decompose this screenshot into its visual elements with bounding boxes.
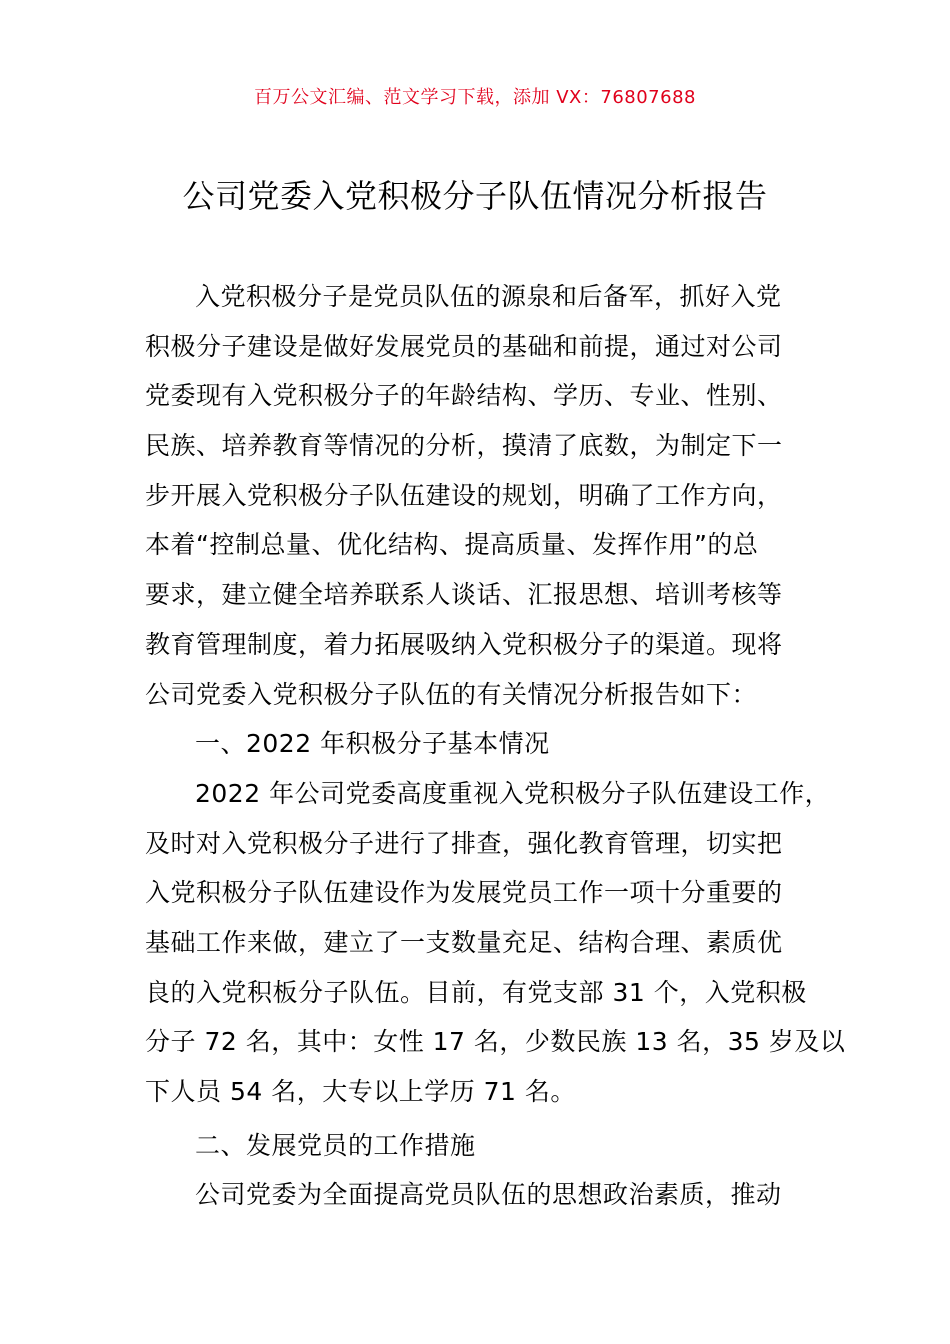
paragraph-line: 要求，建立健全培养联系人谈话、汇报思想、培训考核等 [145, 580, 783, 610]
paragraph-line: 积极分子建设是做好发展党员的基础和前提，通过对公司 [145, 331, 783, 361]
paragraph-line: 本着“控制总量、优化结构、提高质量、发挥作用”的总 [145, 530, 759, 560]
paragraph-line: 基础工作来做，建立了一支数量充足、结构合理、素质优 [145, 927, 783, 957]
paragraph-line: 步开展入党积极分子队伍建设的规划，明确了工作方向， [145, 480, 783, 510]
paragraph-line: 入党积极分子是党员队伍的源泉和后备军，抓好入党 [195, 282, 782, 311]
paragraph-line: 入党积极分子队伍建设作为发展党员工作一项十分重要的 [145, 878, 783, 908]
paragraph-line: 教育管理制度，着力拓展吸纳入党积极分子的渠道。现将 [145, 629, 783, 659]
paragraph-line: 良的入党积板分子队伍。目前，有党支部 31 个，入党积极 [145, 977, 807, 1007]
document-body [145, 272, 845, 1220]
paragraph-line: 公司党委为全面提高党员队伍的思想政治素质，推动 [195, 1180, 782, 1210]
download-notice: 百万公文汇编、范文学习下载，添加 VX：76807688 [254, 87, 696, 108]
paragraph-line: 下人员 54 名，大专以上学历 71 名。 [145, 1077, 576, 1106]
paragraph-line: 民族、培养教育等情况的分析，摸清了底数，为制定下一 [145, 431, 783, 461]
document-title: 公司党委入党积极分子队伍情况分析报告 [182, 177, 768, 215]
section-heading: 一、2022 年积极分子基本情况 [195, 729, 550, 759]
paragraph-line: 分子 72 名，其中：女性 17 名，少数民族 13 名，35 岁及以 [145, 1027, 846, 1057]
paragraph-line: 2022 年公司党委高度重视入党积极分子队伍建设工作， [195, 778, 831, 808]
section-heading: 二、发展党员的工作措施 [195, 1130, 476, 1160]
paragraph-line: 党委现有入党积极分子的年龄结构、学历、专业、性别、 [145, 381, 783, 411]
paragraph-line: 公司党委入党积极分子队伍的有关情况分析报告如下： [145, 679, 758, 709]
paragraph-line: 及时对入党积极分子进行了排查，强化教育管理，切实把 [145, 828, 783, 858]
